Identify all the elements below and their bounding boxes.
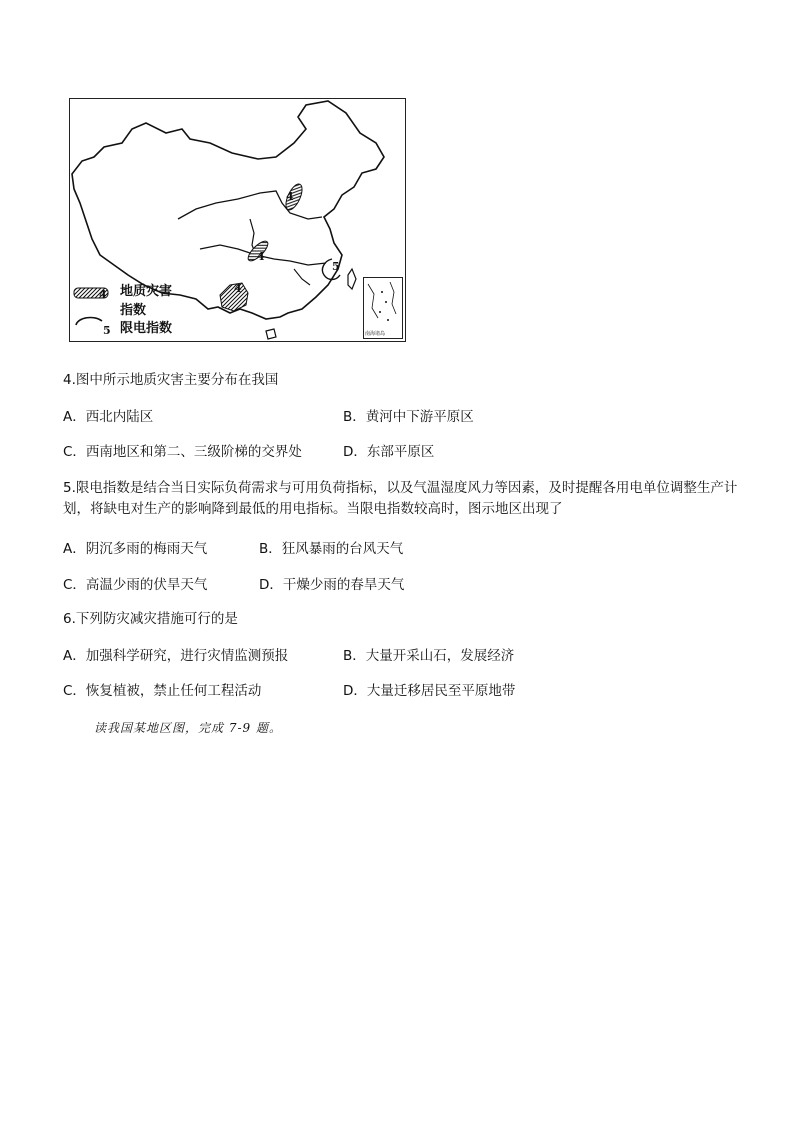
q6-option-d: D．大量迁移居民至平原地带 <box>343 683 516 699</box>
q6-stem: 6.下列防灾减灾措施可行的是 <box>63 611 238 627</box>
legend-hazard-number: 4 <box>99 288 107 301</box>
legend-power-label: 限电指数 <box>120 321 173 336</box>
q4-option-c: C．西南地区和第二、三级阶梯的交界处 <box>63 444 302 460</box>
marker-label: 4 <box>234 282 242 295</box>
legend-power-number: 5 <box>103 324 111 337</box>
q6-option-a: A．加强科学研究，进行灾情监测预报 <box>63 648 289 664</box>
q5-option-b: B．狂风暴雨的台风天气 <box>259 541 404 557</box>
south-china-sea-inset <box>363 277 403 339</box>
q4-option-b: B．黄河中下游平原区 <box>343 409 474 425</box>
q6-option-b: B．大量开采山石，发展经济 <box>343 648 515 664</box>
legend-hazard-label-2: 指数 <box>120 303 147 318</box>
q4-stem: 4.图中所示地质灾害主要分布在我国 <box>63 372 279 388</box>
inset-label: 南海诸岛 <box>365 331 386 337</box>
legend-power-symbol <box>76 318 102 325</box>
q4-option-d: D．东部平原区 <box>343 444 435 460</box>
section-instruction: 读我国某地区图，完成 7-9 题。 <box>94 721 282 735</box>
q5-option-a: A．阴沉多雨的梅雨天气 <box>63 541 208 557</box>
marker-label: 4 <box>286 190 294 203</box>
china-hazard-map <box>69 98 406 342</box>
q6-option-c: C．恢复植被，禁止任何工程活动 <box>63 683 262 699</box>
marker-label: 4 <box>257 250 265 263</box>
q4-option-a: A．西北内陆区 <box>63 409 154 425</box>
q5-option-c: C．高温少雨的伏旱天气 <box>63 577 208 593</box>
legend-hazard-label: 地质灾害 <box>120 284 173 299</box>
q5-option-d: D．干燥少雨的春旱天气 <box>259 577 405 593</box>
q5-stem: 5.限电指数是结合当日实际负荷需求与可用负荷指标，以及气温湿度风力等因素，及时提醒各用电单位调整生产计划，将缺电对生产的影响降到最低的用电指标。当限电指数较高时，图示地区出现了 <box>63 480 738 517</box>
marker-label: 5 <box>332 260 340 273</box>
